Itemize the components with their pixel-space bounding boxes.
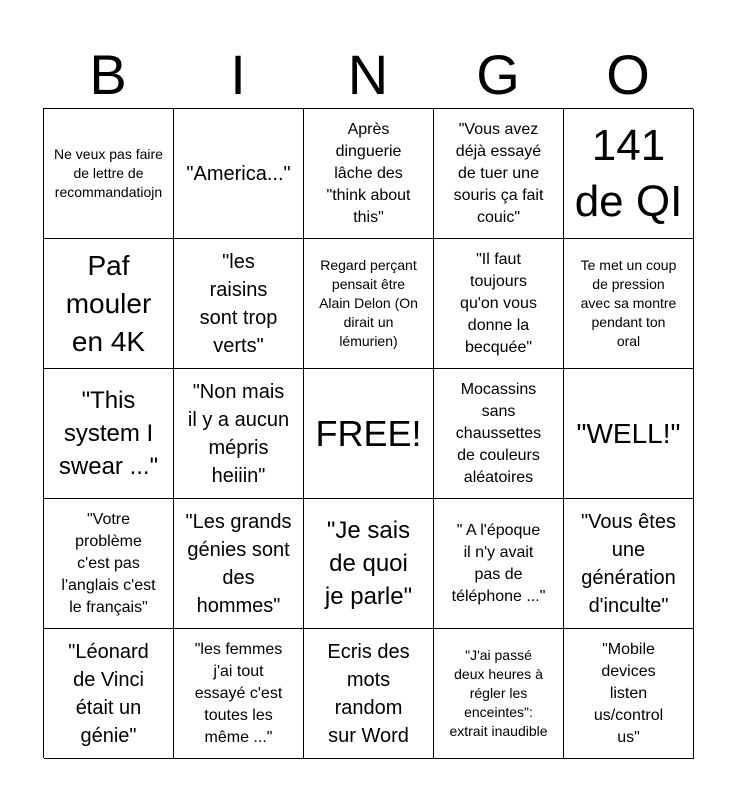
bingo-grid	[43, 108, 693, 758]
bingo-cell[interactable]: "Vous êtes une génération d'inculte"	[564, 499, 694, 629]
bingo-cell[interactable]: "This system I swear ..."	[44, 369, 174, 499]
bingo-header	[43, 42, 693, 108]
bingo-cell[interactable]: Mocassins sans chaussettes de couleurs aléatoires	[434, 369, 564, 499]
header-letter-n: N	[347, 43, 389, 106]
bingo-cell[interactable]: "America..."	[174, 109, 304, 239]
bingo-cell[interactable]: "les femmes j'ai tout essayé c'est toutes les même ..."	[174, 629, 304, 759]
bingo-cell[interactable]: "Vous avez déjà essayé de tuer une souris ça fait couic"	[434, 109, 564, 239]
bingo-cell[interactable]: Regard perçant pensait être Alain Delon (On dirait un lémurien)	[304, 239, 434, 369]
bingo-cell[interactable]: "Votre problème c'est pas l'anglais c'est le français"	[44, 499, 174, 629]
bingo-cell[interactable]: Après dinguerie lâche des "think about this"	[304, 109, 434, 239]
header-letter-g: G	[476, 43, 520, 106]
bingo-cell[interactable]: "Léonard de Vinci était un génie"	[44, 629, 174, 759]
bingo-cell[interactable]: "Mobile devices listen us/control us"	[564, 629, 694, 759]
bingo-cell[interactable]: "WELL!"	[564, 369, 694, 499]
bingo-cell[interactable]: "les raisins sont trop verts"	[174, 239, 304, 369]
header-letter-o: O	[606, 43, 650, 106]
bingo-cell[interactable]: "J'ai passé deux heures à régler les enceintes": extrait inaudible	[434, 629, 564, 759]
bingo-cell[interactable]: Ecris des mots random sur Word	[304, 629, 434, 759]
bingo-cell[interactable]: 141 de QI	[564, 109, 694, 239]
bingo-cell[interactable]: "Les grands génies sont des hommes"	[174, 499, 304, 629]
bingo-cell[interactable]: "Il faut toujours qu'on vous donne la becquée"	[434, 239, 564, 369]
bingo-cell[interactable]: Paf mouler en 4K	[44, 239, 174, 369]
header-letter-i: I	[230, 43, 246, 106]
header-letter-b: B	[89, 43, 127, 106]
bingo-cell[interactable]: " A l'époque il n'y avait pas de téléphone ..."	[434, 499, 564, 629]
bingo-cell[interactable]: "Non mais il y a aucun mépris heiiin"	[174, 369, 304, 499]
bingo-cell[interactable]: Ne veux pas faire de lettre de recommandatiojn	[44, 109, 174, 239]
bingo-cell[interactable]: "Je sais de quoi je parle"	[304, 499, 434, 629]
bingo-cell[interactable]: Te met un coup de pression avec sa montre pendant ton oral	[564, 239, 694, 369]
free-cell[interactable]: FREE!	[304, 369, 434, 499]
